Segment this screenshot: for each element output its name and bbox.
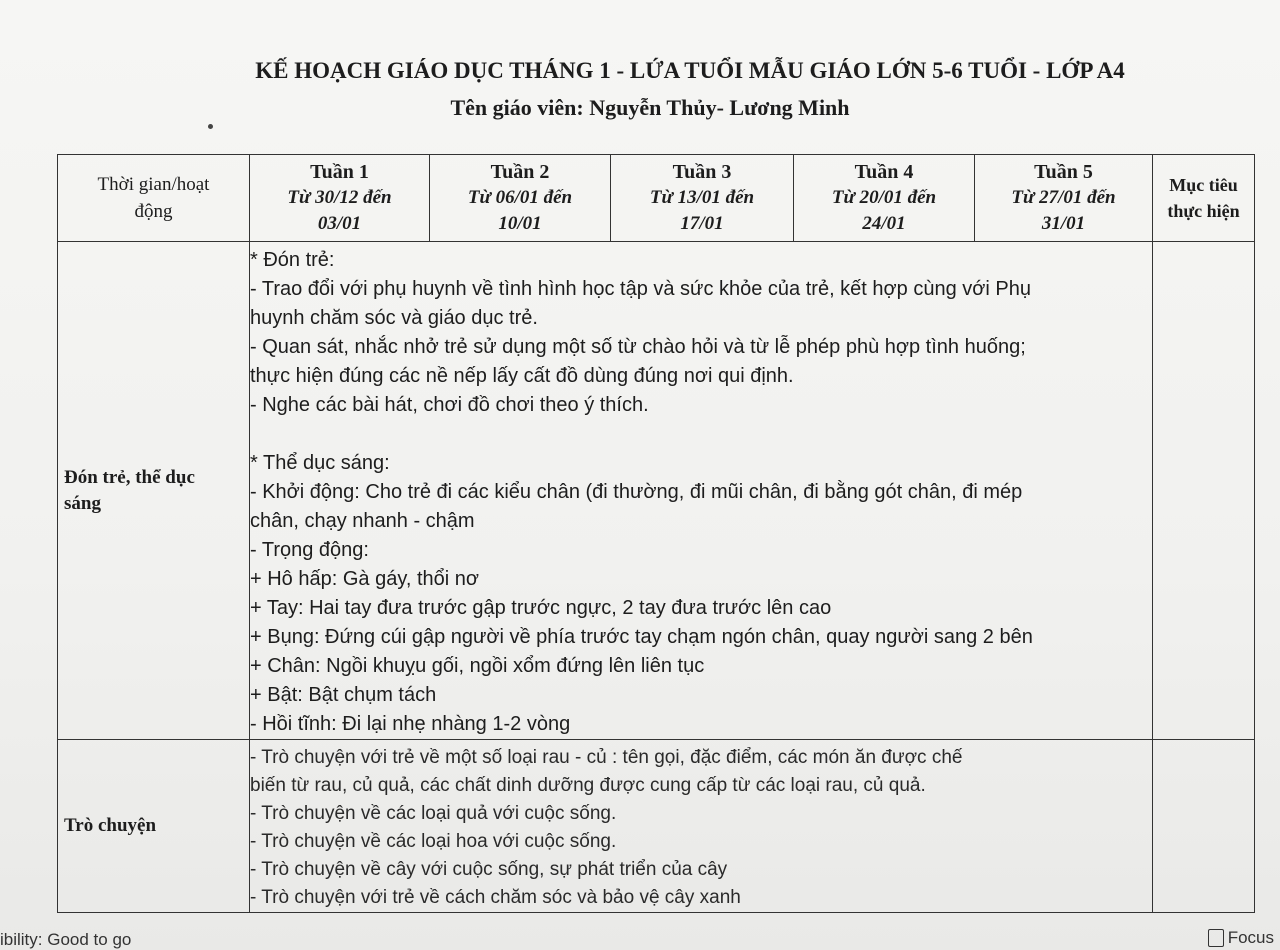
row-conversation xyxy=(58,740,1255,913)
content-line: chân, chạy nhanh - chậm xyxy=(250,510,475,532)
content-line: - Hồi tĩnh: Đi lại nhẹ nhàng 1-2 vòng xyxy=(250,713,571,735)
content-line: - Trò chuyện về các loại quả với cuộc sống. xyxy=(250,803,617,824)
content-line: + Hô hấp: Gà gáy, thổi nơ xyxy=(250,568,479,590)
row-label-morning: Đón trẻ, thể dục sáng xyxy=(58,242,250,740)
content-line: - Trò chuyện về các loại hoa với cuộc sống. xyxy=(250,831,617,852)
content-line: thực hiện đúng các nề nếp lấy cất đồ dùng đúng nơi qui định. xyxy=(250,365,794,387)
teacher-names: Tên giáo viên: Nguyễn Thủy- Lương Minh xyxy=(450,95,850,120)
header-week-5: Tuần 5 Từ 27/01 đến 31/01 xyxy=(975,155,1153,242)
content-line: - Nghe các bài hát, chơi đồ chơi theo ý thích. xyxy=(250,394,649,416)
row-content-conversation xyxy=(250,740,1153,913)
header-week-3: Tuần 3 Từ 13/01 đến 17/01 xyxy=(611,155,794,242)
content-line: biến từ rau, củ quả, các chất dinh dưỡng được cung cấp từ các loại rau, củ quả. xyxy=(250,775,926,796)
header-goals: Mục tiêu thực hiện xyxy=(1153,155,1255,242)
row-morning xyxy=(58,242,1255,740)
content-line: - Quan sát, nhắc nhở trẻ sử dụng một số từ chào hỏi và từ lễ phép phù hợp tình huống; xyxy=(250,336,1026,358)
header-row xyxy=(58,155,1255,242)
content-line: - Trò chuyện về cây với cuộc sống, sự phát triển của cây xyxy=(250,859,728,880)
education-plan-table xyxy=(57,154,1255,913)
focus-label: Focus xyxy=(1227,928,1274,947)
content-line: * Đón trẻ: xyxy=(250,249,335,271)
content-line: - Trò chuyện với trẻ về cách chăm sóc và bảo vệ cây xanh xyxy=(250,887,741,908)
focus-button[interactable] xyxy=(1208,928,1274,948)
content-line: * Thể dục sáng: xyxy=(250,452,390,474)
content-line: - Trao đổi với phụ huynh về tình hình học tập và sức khỏe của trẻ, kết hợp cùng với Phụ xyxy=(250,278,1031,300)
document-title: KẾ HOẠCH GIÁO DỤC THÁNG 1 - LỨA TUỔI MẪU GIÁO LỚN 5-6 TUỔI - LỚP A4 xyxy=(255,58,1125,83)
row-content-morning xyxy=(250,242,1153,740)
header-time-activity: Thời gian/hoạt động xyxy=(58,155,250,242)
header-week-4: Tuần 4 Từ 20/01 đến 24/01 xyxy=(794,155,975,242)
content-line: huynh chăm sóc và giáo dục trẻ. xyxy=(250,307,538,329)
content-blank-line xyxy=(250,420,1148,449)
stray-mark xyxy=(208,124,213,129)
focus-icon xyxy=(1208,929,1224,947)
content-line: + Bụng: Đứng cúi gập người về phía trước tay chạm ngón chân, quay người sang 2 bên xyxy=(250,626,1033,648)
content-line: - Trọng động: xyxy=(250,539,369,561)
content-line: - Trò chuyện với trẻ về một số loại rau - củ : tên gọi, đặc điểm, các món ăn được chế xyxy=(250,747,963,768)
content-line: + Bật: Bật chụm tách xyxy=(250,684,437,706)
accessibility-status[interactable]: ibility: Good to go xyxy=(0,930,132,949)
content-line: - Khởi động: Cho trẻ đi các kiểu chân (đi thường, đi mũi chân, đi bằng gót chân, đi mép xyxy=(250,481,1023,503)
header-week-2: Tuần 2 Từ 06/01 đến 10/01 xyxy=(430,155,611,242)
row-goals-conversation xyxy=(1153,740,1255,913)
header-week-1: Tuần 1 Từ 30/12 đến 03/01 xyxy=(250,155,430,242)
content-line: + Tay: Hai tay đưa trước gập trước ngực, 2 tay đưa trước lên cao xyxy=(250,597,832,619)
content-line: + Chân: Ngồi khuỵu gối, ngồi xổm đứng lên liên tục xyxy=(250,655,705,677)
row-goals-morning xyxy=(1153,242,1255,740)
row-label-conversation: Trò chuyện xyxy=(58,740,250,913)
